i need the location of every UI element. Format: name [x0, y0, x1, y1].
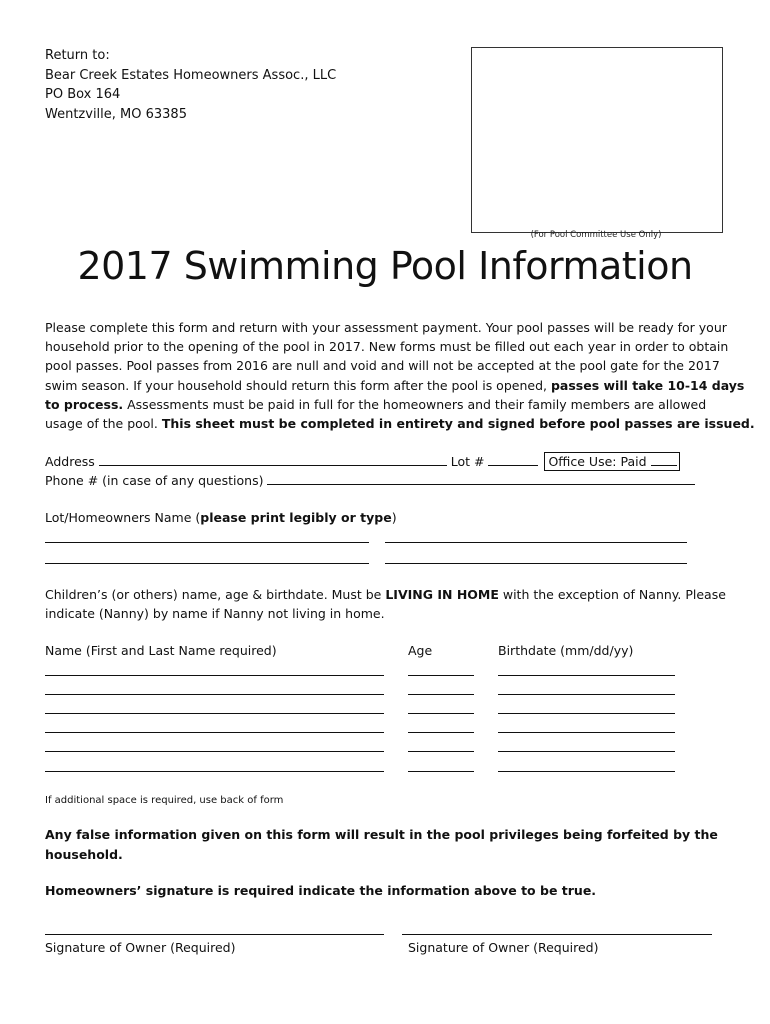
- owner-signature-field[interactable]: [402, 934, 712, 935]
- intro-text: swim season. If your household should return this form after the pool is opened,: [45, 377, 551, 393]
- child-age-field[interactable]: [408, 771, 474, 772]
- homeowner-name-field[interactable]: [45, 563, 369, 564]
- children-bold-text: LIVING IN HOME: [385, 587, 499, 602]
- signature-requirement-note: Homeowners’ signature is required indicate the information above to be true.: [45, 883, 597, 898]
- pool-committee-box: [471, 47, 723, 233]
- children-text: with the exception of Nanny. Please: [498, 587, 726, 602]
- intro-line: Please complete this form and return with your assessment payment. Your pool passes will be ready for your: [45, 320, 727, 335]
- intro-paragraph: [45, 318, 755, 433]
- phone-label: Phone # (in case of any questions): [45, 473, 264, 488]
- intro-line: [45, 376, 745, 395]
- owner-signature-field[interactable]: [45, 934, 384, 935]
- children-line: indicate (Nanny) by name if Nanny not living in home.: [45, 606, 385, 622]
- warning-line: household.: [45, 846, 123, 862]
- address-field[interactable]: [99, 453, 447, 466]
- signature-label-left: Signature of Owner (Required): [45, 940, 236, 955]
- additional-space-note: If additional space is required, use back of form: [45, 795, 284, 806]
- intro-text: Assessments must be paid in full for the homeowners and their family members are allowed: [123, 396, 707, 412]
- homeowners-label-text: Lot/Homeowners Name (: [45, 510, 201, 525]
- child-birthdate-field[interactable]: [498, 694, 675, 695]
- child-name-field[interactable]: [45, 713, 384, 714]
- association-name: Bear Creek Estates Homeowners Assoc., LLC: [45, 67, 337, 83]
- warning-line: Any false information given on this form will result in the pool privileges being forfeited by the: [45, 827, 718, 842]
- phone-row: [45, 472, 695, 488]
- child-birthdate-field[interactable]: [498, 732, 675, 733]
- lot-field[interactable]: [488, 453, 538, 466]
- column-header-birthdate: Birthdate (mm/dd/yy): [498, 643, 634, 658]
- city-state-zip: Wentzville, MO 63385: [45, 106, 187, 122]
- homeowners-name-label: [45, 510, 397, 525]
- column-header-age: Age: [408, 643, 433, 658]
- signature-label-right: Signature of Owner (Required): [408, 940, 599, 955]
- column-header-name: Name (First and Last Name required): [45, 643, 277, 658]
- return-address-block: [45, 46, 336, 124]
- child-age-field[interactable]: [408, 732, 474, 733]
- children-line: [45, 585, 735, 604]
- child-name-field[interactable]: [45, 694, 384, 695]
- address-label: Address: [45, 454, 95, 469]
- child-name-field[interactable]: [45, 675, 384, 676]
- homeowner-name-field[interactable]: [45, 542, 369, 543]
- child-birthdate-field[interactable]: [498, 751, 675, 752]
- homeowners-label-text: ): [391, 510, 397, 525]
- child-name-field[interactable]: [45, 732, 384, 733]
- child-name-field[interactable]: [45, 771, 384, 772]
- lot-label: Lot #: [450, 454, 485, 469]
- child-age-field[interactable]: [408, 751, 474, 752]
- pool-committee-caption: (For Pool Committee Use Only): [530, 230, 662, 240]
- intro-line: [45, 414, 755, 433]
- office-use-box: [544, 452, 679, 471]
- child-name-field[interactable]: [45, 751, 384, 752]
- intro-line: pool passes. Pool passes from 2016 are null and void and will not be accepted at the pool gate for the 2017: [45, 358, 720, 374]
- child-age-field[interactable]: [408, 713, 474, 714]
- phone-field[interactable]: [267, 472, 695, 485]
- intro-bold-text: This sheet must be completed in entirety and signed before pool passes are issued.: [161, 416, 755, 432]
- children-instructions: [45, 585, 735, 623]
- intro-bold-text: passes will take 10-14 days: [550, 377, 745, 393]
- homeowner-name-field[interactable]: [385, 563, 687, 564]
- office-use-label: Office Use: Paid: [548, 454, 647, 469]
- intro-line: household prior to the opening of the pool in 2017. New forms must be filled out each year in order to obtain: [45, 339, 729, 355]
- children-text: Children’s (or others) name, age & birthdate. Must be: [45, 587, 386, 602]
- false-info-warning: [45, 825, 735, 864]
- child-birthdate-field[interactable]: [498, 675, 675, 676]
- homeowner-name-field[interactable]: [385, 542, 687, 543]
- child-birthdate-field[interactable]: [498, 771, 675, 772]
- intro-line: [45, 395, 735, 414]
- intro-bold-text: to process.: [45, 396, 124, 412]
- child-birthdate-field[interactable]: [498, 713, 675, 714]
- child-age-field[interactable]: [408, 675, 474, 676]
- intro-text: usage of the pool.: [45, 416, 162, 432]
- return-to-label: Return to:: [45, 48, 110, 63]
- office-paid-field[interactable]: [651, 453, 677, 466]
- page-title: 2017 Swimming Pool Information: [77, 244, 693, 288]
- address-row: [45, 452, 680, 471]
- child-age-field[interactable]: [408, 694, 474, 695]
- homeowners-label-bold: please print legibly or type: [200, 510, 392, 525]
- po-box: PO Box 164: [45, 87, 121, 102]
